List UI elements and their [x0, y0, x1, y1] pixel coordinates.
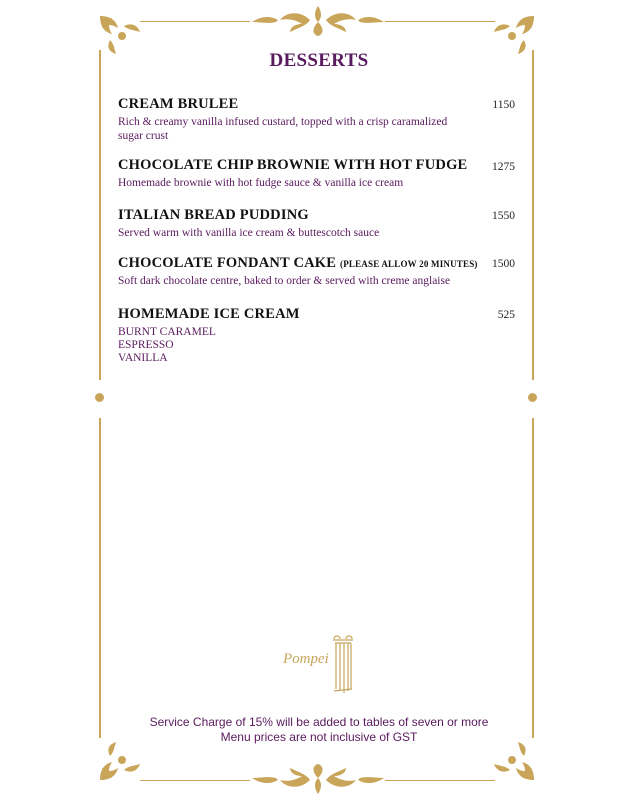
frame-top-right-line	[385, 21, 495, 22]
item-price: 525	[497, 309, 515, 321]
bottom-center-ornament-icon	[250, 762, 386, 796]
frame-dot-right	[528, 393, 537, 402]
frame-right-upper	[532, 50, 534, 380]
item-price: 1150	[492, 99, 515, 111]
item-note: (PLEASE ALLOW 20 MINUTES)	[340, 259, 478, 269]
item-name: ITALIAN BREAD PUDDING	[118, 207, 309, 223]
frame-bottom-right-line	[385, 780, 495, 781]
restaurant-logo	[283, 633, 358, 697]
menu-item-cream-brulee	[118, 96, 518, 143]
item-description: Homemade brownie with hot fudge sauce & vanilla ice cream	[118, 177, 404, 189]
service-charge-note: Service Charge of 15% will be added to tables of seven or more	[149, 715, 489, 729]
corner-ornament-top-right-icon	[492, 12, 538, 54]
item-description: Soft dark chocolate centre, baked to order & served with creme anglaise	[118, 275, 451, 287]
item-description: Rich & creamy vanilla infused custard, topped with a crisp caramalized sugar crust	[118, 116, 448, 142]
corner-ornament-top-left-icon	[96, 12, 142, 54]
frame-dot-left	[95, 393, 104, 402]
logo-text: Pompei	[283, 651, 329, 667]
frame-top-left-line	[140, 21, 250, 22]
page-title: DESSERTS	[269, 50, 369, 71]
corner-ornament-bottom-right-icon	[492, 742, 538, 784]
item-description: Served warm with vanilla ice cream & buttescotch sauce	[118, 227, 380, 239]
item-price: 1500	[492, 258, 515, 270]
menu-item-brownie	[118, 157, 518, 190]
frame-left-upper	[99, 50, 101, 380]
menu-item-bread-pudding	[118, 207, 518, 240]
frame-left-lower	[99, 418, 101, 738]
flavour-item: ESPRESSO	[118, 339, 174, 351]
gst-note: Menu prices are not inclusive of GST	[220, 730, 418, 744]
top-center-ornament-icon	[250, 4, 386, 38]
item-name: CHOCOLATE CHIP BROWNIE WITH HOT FUDGE	[118, 157, 468, 173]
menu-item-fondant-cake	[118, 255, 518, 288]
flavour-item: VANILLA	[118, 352, 168, 364]
item-price: 1550	[492, 210, 515, 222]
item-name: CREAM BRULEE	[118, 96, 239, 112]
frame-bottom-left-line	[140, 780, 250, 781]
item-name: HOMEMADE ICE CREAM	[118, 306, 300, 322]
item-price: 1275	[492, 161, 515, 173]
menu-item-ice-cream	[118, 306, 518, 365]
corner-ornament-bottom-left-icon	[96, 742, 142, 784]
item-name-text: CHOCOLATE FONDANT CAKE	[118, 255, 337, 271]
frame-right-lower	[532, 418, 534, 738]
item-name	[118, 255, 518, 272]
flavour-item: BURNT CARAMEL	[118, 326, 216, 338]
column-icon	[332, 633, 354, 695]
